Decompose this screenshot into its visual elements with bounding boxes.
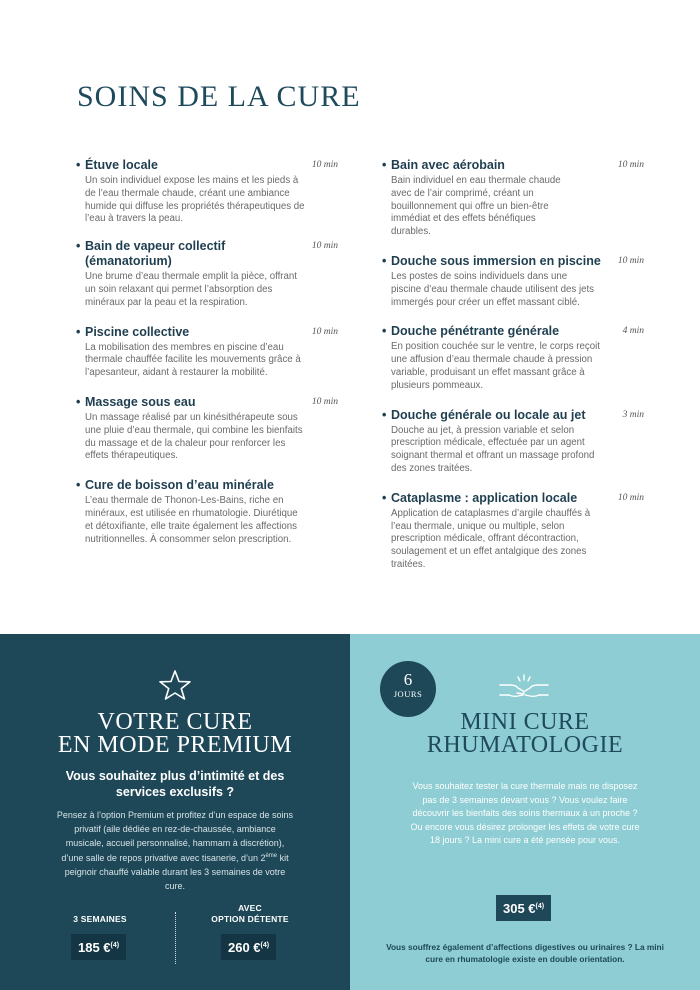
option-detente: [175, 903, 325, 925]
soin-description: Une brume d’eau thermale emplit la pièce, offrant un soin relaxant qui permet l’absorption des minéraux par la peau et la respiration.: [85, 271, 297, 308]
mini-cure-note: Vous souffrez également d’affections digestives ou urinaires ? La mini cure en rhumatologie existe en double orientation.: [386, 942, 664, 964]
soin-title: • Cataplasme : application locale: [382, 491, 577, 506]
premium-subtitle: Vous souhaitez plus d’intimité et des services exclusifs ?: [65, 769, 285, 799]
soin-duration: 10 min: [617, 255, 644, 266]
soin-description: Les postes de soins individuels dans une piscine d’eau thermale chaude utilisent des jets immergés pour créer un effet massant ciblé.: [391, 270, 595, 308]
price-option-detente: [221, 934, 276, 960]
soin-duration: 4 min: [622, 326, 644, 337]
soin-title: • Bain avec aérobain: [382, 158, 505, 173]
price-3-semaines: [71, 934, 126, 960]
soins-list-left: [76, 158, 338, 561]
soin-item: [382, 324, 644, 392]
soin-title: • Massage sous eau: [76, 395, 195, 410]
badge-number: 6: [403, 670, 413, 689]
mini-title-line2: RHUMATOLOGIE: [426, 732, 624, 758]
soin-title: • Piscine collective: [76, 325, 189, 340]
star-icon: [159, 669, 191, 701]
price-note: (4): [260, 942, 270, 949]
hands-icon: [496, 673, 552, 705]
soin-item: [382, 158, 644, 239]
soin-title: • Douche pénétrante générale: [382, 324, 559, 339]
price-note: (4): [535, 903, 545, 910]
soin-item: [76, 239, 338, 309]
soin-title: • Bain de vapeur collectif (émanatorium): [76, 239, 246, 269]
premium-title-line2: EN MODE PREMIUM: [57, 732, 293, 758]
price-mini-cure: [496, 895, 551, 921]
premium-title: [0, 711, 350, 757]
soin-description: Application de cataplasmes d’argile chauffés à l’eau thermale, unique ou multiple, selon prescription médicale, offrant décontraction, soulagement et un effet antalgique des zones traitées.: [391, 507, 591, 570]
soin-duration: 10 min: [617, 492, 644, 503]
soins-list-right: [382, 158, 644, 587]
mini-cure-title: [350, 711, 700, 757]
option-label: 3 SEMAINES: [73, 914, 127, 924]
duration-badge: [380, 661, 436, 717]
soin-duration: 10 min: [311, 396, 338, 407]
soin-duration: 10 min: [311, 326, 338, 337]
price-value: 185 €: [78, 940, 111, 955]
premium-desc-part1: Pensez à l’option Premium et profitez d’un espace de soins privatif (aile dédiée en rez-de-chaussée, ambiance musicale, accueil personnalisé, hammam à discrétion), d’une salle de repos privative avec tisanerie, d’un 2: [56, 810, 294, 864]
soin-title: • Douche sous immersion en piscine: [382, 254, 601, 269]
soin-duration: 3 min: [622, 409, 644, 420]
option-label-line1: AVEC: [238, 903, 262, 913]
soin-description: En position couchée sur le ventre, le corps reçoit une affusion d’eau thermale chaude à pression variable, produisant un effet massant grâce à plusieurs pommeaux.: [391, 341, 600, 391]
price-value: 305 €: [503, 901, 536, 916]
premium-title-line1: VOTRE CURE: [97, 709, 253, 735]
soin-item: [382, 254, 644, 309]
soin-title: • Cure de boisson d’eau minérale: [76, 478, 274, 493]
soin-item: [76, 325, 338, 380]
price-note: (4): [110, 942, 120, 949]
badge-unit: JOURS: [393, 689, 423, 699]
soin-duration: 10 min: [311, 241, 338, 252]
price-value: 260 €: [228, 940, 261, 955]
option-label-line2: OPTION DÉTENTE: [211, 914, 289, 924]
soin-title: • Étuve locale: [76, 158, 158, 173]
premium-description: [55, 809, 295, 894]
soin-duration: 10 min: [617, 160, 644, 170]
soin-item: [382, 491, 644, 572]
soin-description: L’eau thermale de Thonon-Les-Bains, riche en minéraux, est utilisée en rhumatologie. Diurétique et détoxifiante, elle traite également les affections nutritionnelles. À consommer selon prescription.: [85, 495, 298, 545]
soin-description: Bain individuel en eau thermale chaude avec de l’air comprimé, créant un bouillonnement qui offre un bien-être immédiat et des effets bénéfiques durables.: [391, 175, 561, 238]
mini-cure-description: Vous souhaitez tester la cure thermale mais ne disposez pas de 3 semaines devant vous ? Vous voulez faire découvrir les bienfaits des soins thermaux à un proche ? Ou encore vous désirez prolonger les effets de votre cure 18 jours ? La mini cure a été pensée pour vous.: [410, 781, 640, 845]
soin-item: [382, 408, 644, 476]
soin-description: Un massage réalisé par un kinésithérapeute sous une pluie d’eau thermale, qui combine les bienfaits du massage et de la chaleur pour renforcer les effets thérapeutiques.: [85, 411, 303, 462]
premium-desc-sup: ème: [265, 853, 278, 860]
soin-description: La mobilisation des membres en piscine d’eau thermale chauffée facilite les mouvements grâce à l’apesanteur, aidant à restaurer la mobilité.: [85, 341, 301, 379]
soin-description: Douche au jet, à pression variable et selon prescription médicale, effectuée par un agent soignant thermal et offrant un massage profond des zones traitées.: [391, 424, 595, 474]
option-3-semaines: [25, 914, 175, 925]
mini-title-line1: MINI CURE: [460, 709, 590, 735]
soin-item: [76, 395, 338, 463]
soin-duration: 10 min: [311, 160, 338, 170]
soin-title: • Douche générale ou locale au jet: [382, 408, 586, 423]
premium-desc-part2: kit peignoir chauffé valable durant les 3 semaines de votre cure.: [64, 853, 289, 891]
soin-item: [76, 158, 338, 226]
soin-description: Un soin individuel expose les mains et les pieds à de l’eau thermale chaude, créant une ambiance humide qui diffuse les propriétés thérapeutiques de l’eau à travers la peau.: [85, 175, 305, 225]
page-title: SOINS DE LA CURE: [77, 80, 361, 113]
soin-item: [76, 478, 338, 546]
